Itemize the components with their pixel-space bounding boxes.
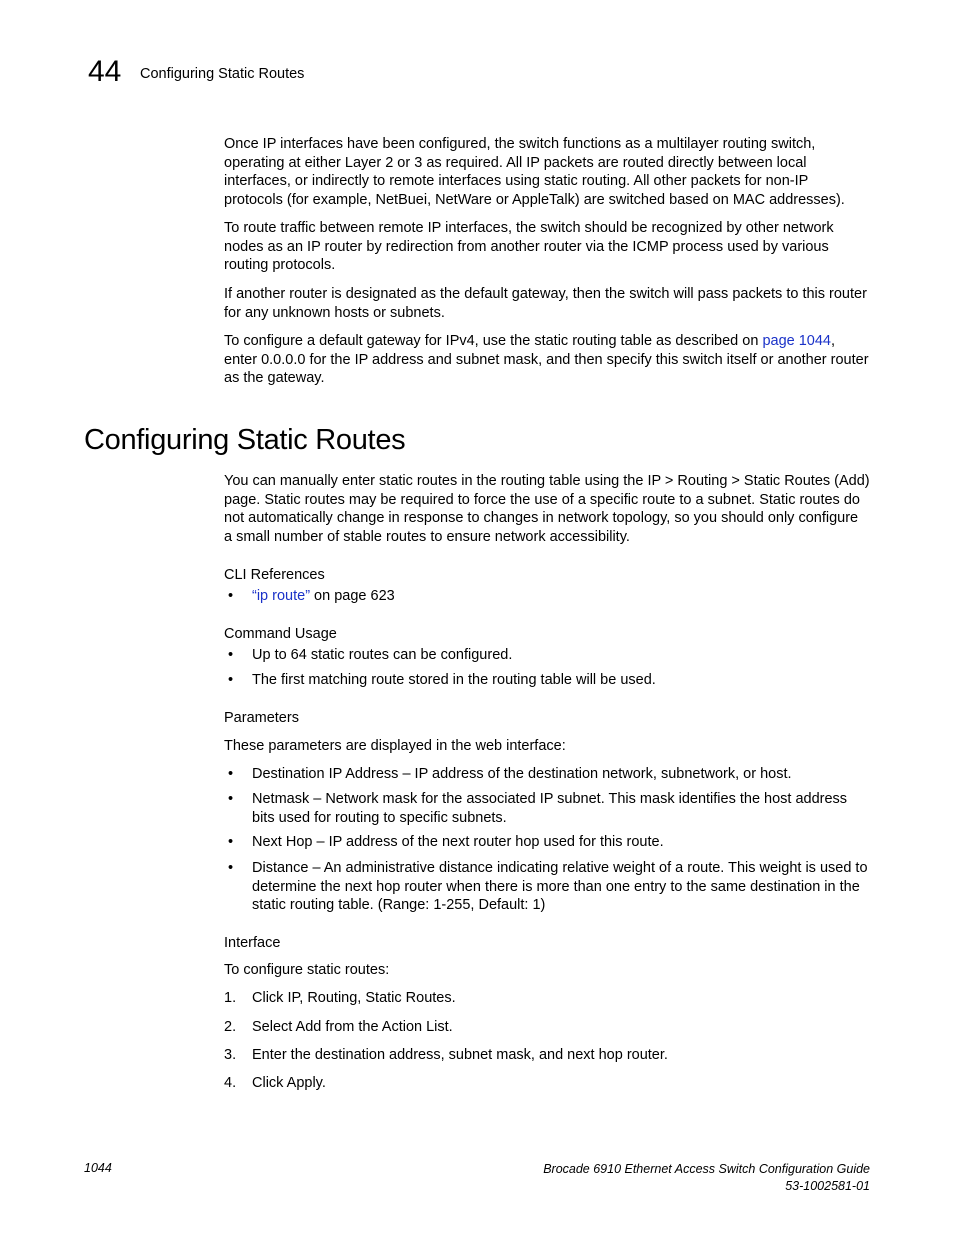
chapter-number: 44 [88,55,122,88]
param-term: Destination IP Address [252,766,399,782]
intro-paragraph-1: Once IP interfaces have been configured, the switch functions as a multilayer routing switch, operating at either Layer 2 or 3 as required. All IP packets are routed directly between local interfaces, or indirectly to remote interfaces using static routing. All other packets for non-IP protocols (for example, NetBuei, NetWare or AppleTalk) are switched based on MAC addresses). [224,136,845,208]
list-item: • The first matching route stored in the routing table will be used. [228,672,656,688]
intro-paragraph-4: To configure a default gateway for IPv4, use the static routing table as described on page 1044, enter 0.0.0.0 for the IP address and subnet mask, and then specify this switch itself or another router as the gateway. [224,333,869,387]
list-item: • Netmask – Network mask for the associated IP subnet. This mask identifies the host address bits used for routing to specific subnets. [228,791,848,826]
intro-paragraph-3: If another router is designated as the default gateway, then the switch will pass packets to this router for any unknown hosts or subnets. [224,286,867,321]
param-term: Next Hop [252,834,313,850]
usage-heading: Command Usage [224,626,337,642]
page-link[interactable]: page 1044 [762,333,831,349]
list-item: • Next Hop – IP address of the next router hop used for this route. [228,834,664,850]
params-intro: These parameters are displayed in the web interface: [224,738,566,754]
list-item: • Up to 64 static routes can be configured. [228,647,513,663]
param-term: Distance [252,860,309,876]
intro-paragraph-2: To route traffic between remote IP interfaces, the switch should be recognized by other network nodes as an IP router by redirection from another router via the ICMP process used by various routing protocols. [224,220,834,274]
section-title: Configuring Static Routes [84,424,406,456]
interface-heading: Interface [224,935,281,951]
footer-guide: Brocade 6910 Ethernet Access Switch Configuration Guide 53-1002581-01 [543,1162,870,1193]
params-heading: Parameters [224,710,299,726]
list-item: 2. Select Add from the Action List. [224,1019,453,1035]
list-item: 1. Click IP, Routing, Static Routes. [224,990,456,1006]
list-item: 3. Enter the destination address, subnet mask, and next hop router. [224,1047,668,1063]
list-item: 4. Click Apply. [224,1075,326,1091]
page-number: 1044 [84,1161,112,1175]
list-item: • “ip route” on page 623 [228,588,395,604]
list-item: • Destination IP Address – IP address of the destination network, subnetwork, or host. [228,766,792,782]
cli-link[interactable]: “ip route” [252,588,311,604]
section-intro: You can manually enter static routes in the routing table using the IP > Routing > Static Routes (Add) page. Static routes may be required to force the use of a specific route to a subnet. Static routes do not automatically change in response to changes in network topology, so you should only configure a small number of stable routes to ensure network accessibility. [224,473,870,545]
param-term: Netmask [252,791,310,807]
chapter-title: Configuring Static Routes [140,66,305,82]
interface-intro: To configure static routes: [224,962,390,978]
cli-heading: CLI References [224,567,325,583]
list-item: • Distance – An administrative distance indicating relative weight of a route. This weight is used to determine the next hop router when there is more than one entry to the same destination in the static routing table. (Range: 1-255, Default: 1) [228,860,868,914]
